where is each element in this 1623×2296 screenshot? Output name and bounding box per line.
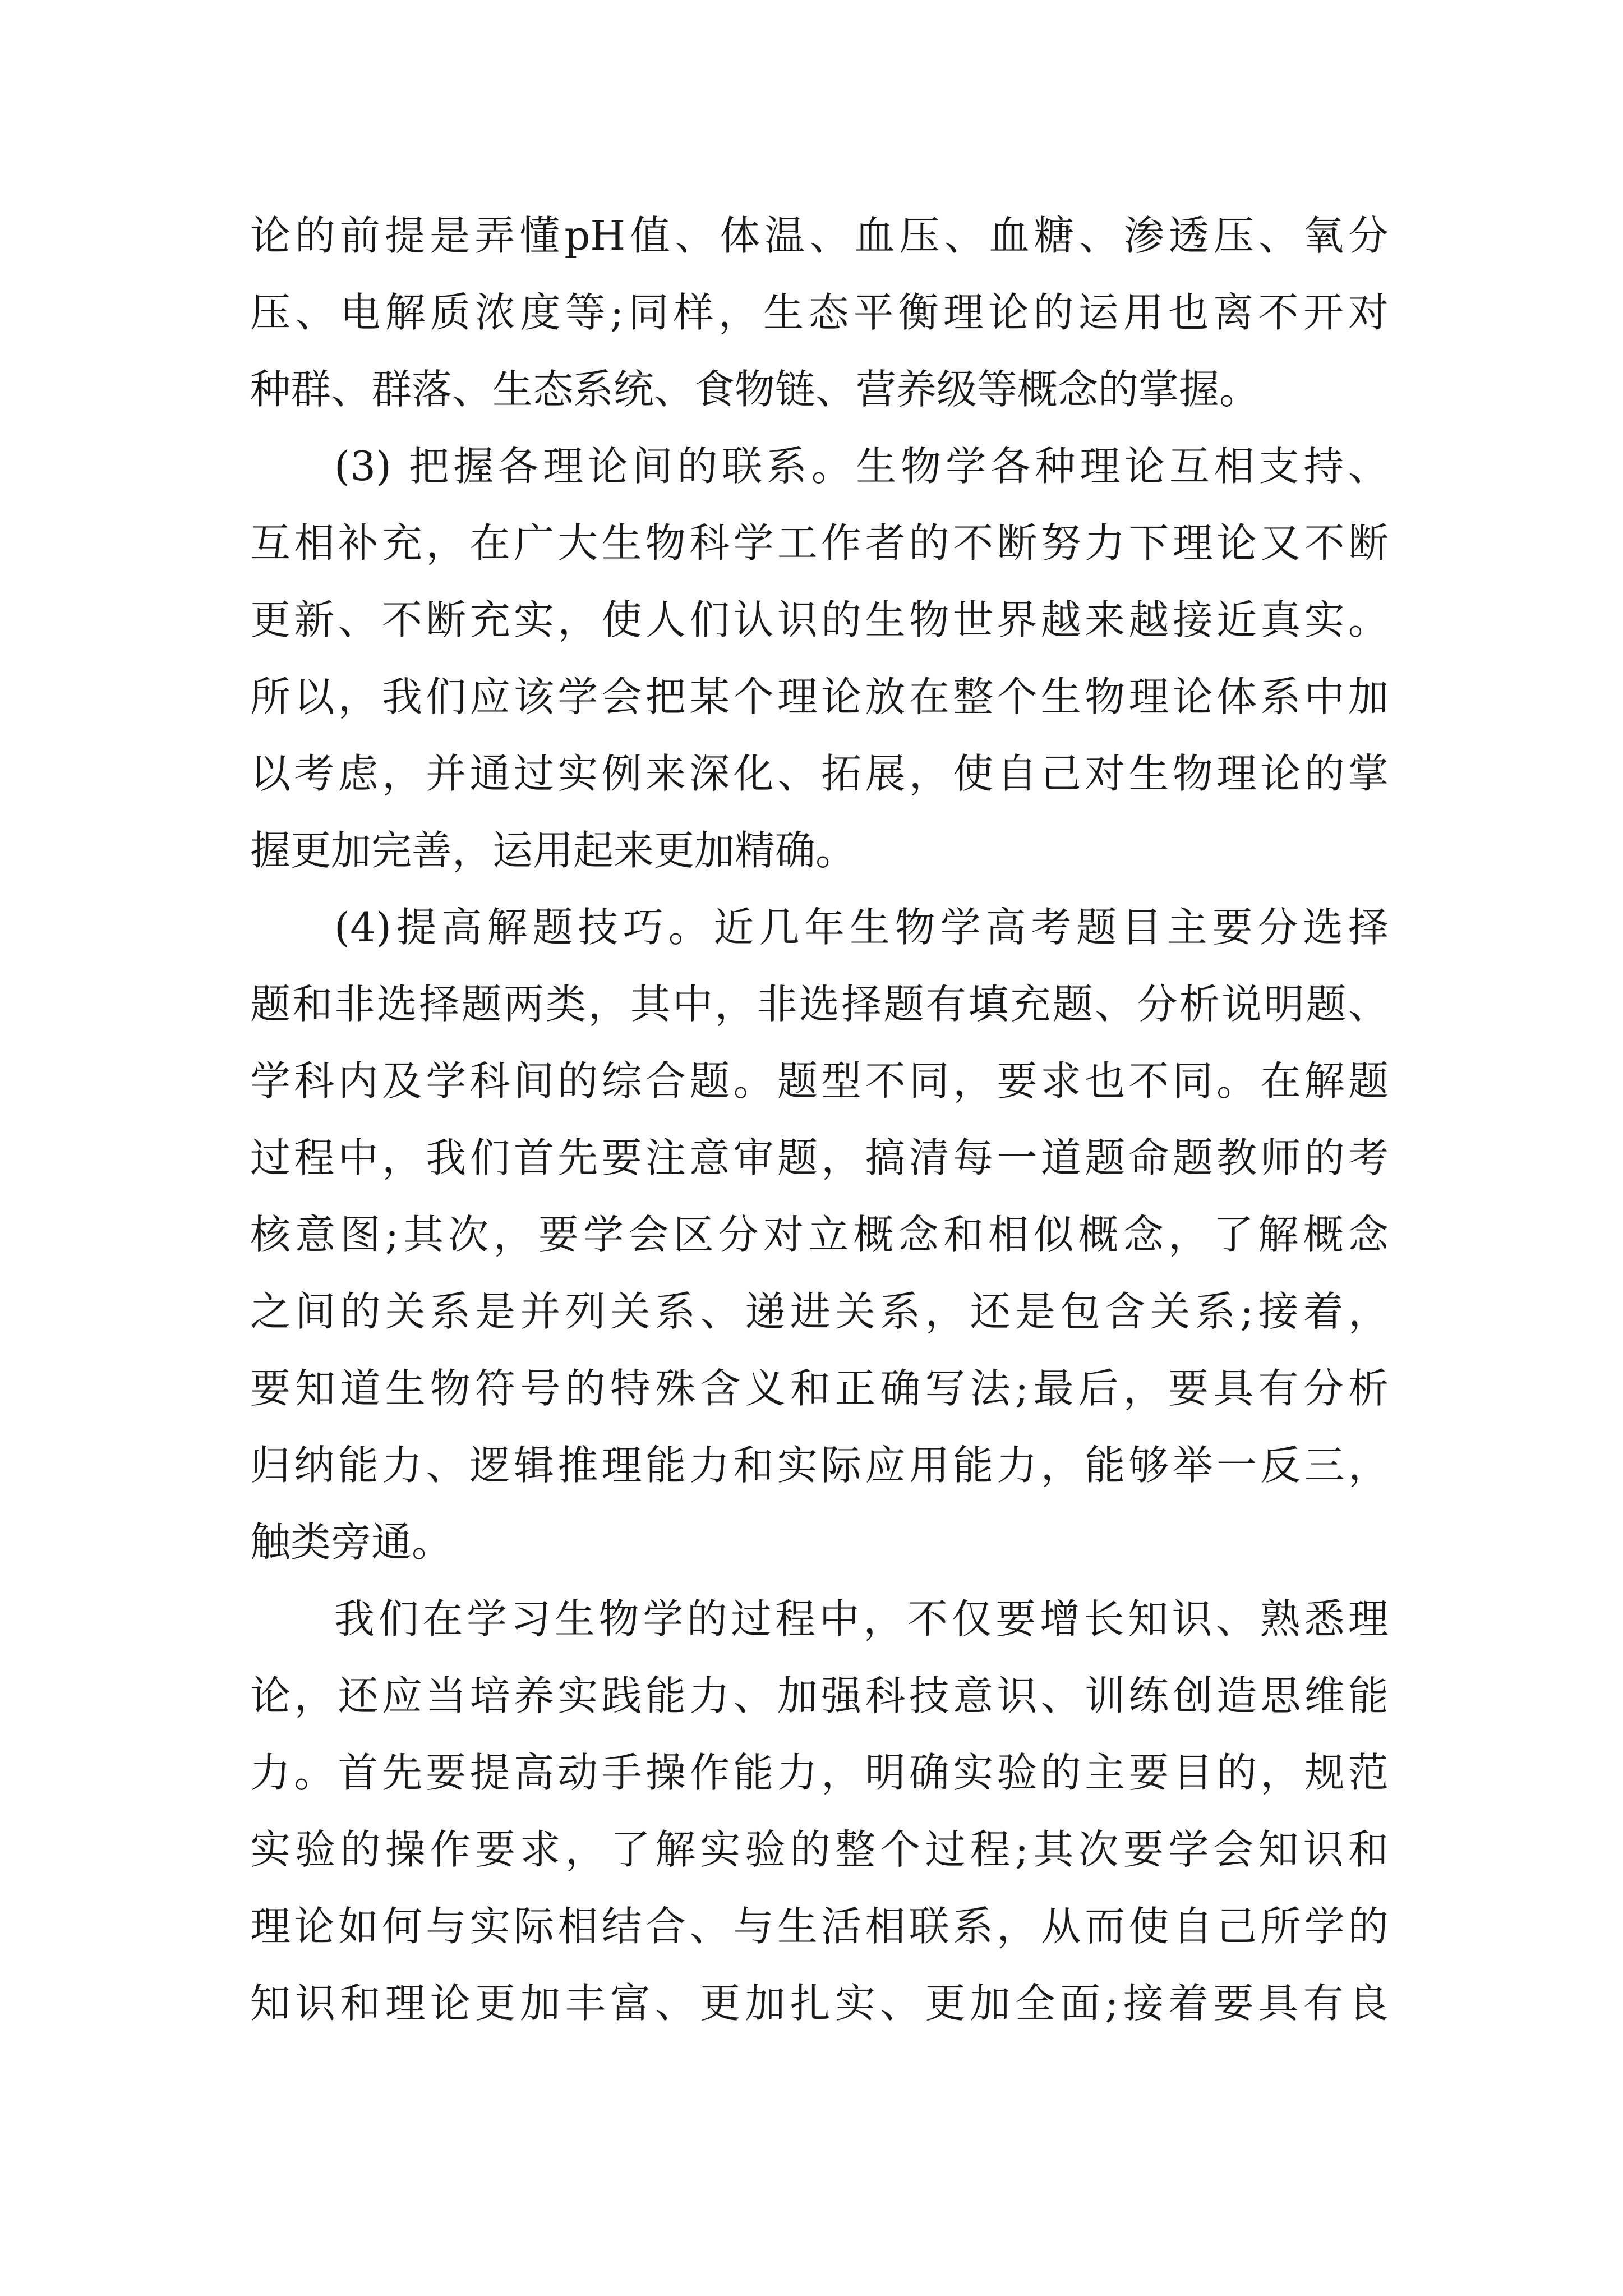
text-line: 论的前提是弄懂pH值、体温、血压、血糖、渗透压、氧分 <box>250 212 1389 259</box>
text-line: 实验的操作要求，了解实验的整个过程;其次要学会知识和 <box>250 1826 1389 1873</box>
text-line: 所以，我们应该学会把某个理论放在整个生物理论体系中加 <box>250 673 1389 720</box>
text-line: 核意图;其次，要学会区分对立概念和相似概念，了解概念 <box>250 1211 1389 1258</box>
text-line: 以考虑，并通过实例来深化、拓展，使自己对生物理论的掌 <box>250 750 1389 797</box>
text-line: 力。首先要提高动手操作能力，明确实验的主要目的，规范 <box>250 1749 1389 1796</box>
text-line: 我们在学习生物学的过程中，不仅要增长知识、熟悉理 <box>334 1595 1389 1642</box>
text-line: 题和非选择题两类，其中，非选择题有填充题、分析说明题、 <box>250 981 1389 1028</box>
text-line: 过程中，我们首先要注意审题，搞清每一道题命题教师的考 <box>250 1134 1389 1181</box>
text-line: 互相补充，在广大生物科学工作者的不断努力下理论又不断 <box>250 519 1389 567</box>
text-line: 知识和理论更加丰富、更加扎实、更加全面;接着要具有良 <box>250 1980 1389 2027</box>
text-line: 归纳能力、逻辑推理能力和实际应用能力，能够举一反三， <box>250 1442 1389 1489</box>
text-line: 理论如何与实际相结合、与生活相联系，从而使自己所学的 <box>250 1903 1389 1950</box>
text-line: (3) 把握各理论间的联系。生物学各种理论互相支持、 <box>334 443 1389 490</box>
text-line: 要知道生物符号的特殊含义和正确写法;最后，要具有分析 <box>250 1365 1389 1412</box>
text-line: 更新、不断充实，使人们认识的生物世界越来越接近真实。 <box>250 596 1389 643</box>
text-line: 种群、群落、生态系统、食物链、营养级等概念的掌握。 <box>250 366 1260 413</box>
text-line: 触类旁通。 <box>250 1519 453 1566</box>
text-line: 之间的关系是并列关系、递进关系，还是包含关系;接着， <box>250 1288 1389 1335</box>
text-line: 论，还应当培养实践能力、加强科技意识、训练创造思维能 <box>250 1672 1389 1719</box>
body-text <box>250 197 1389 2042</box>
text-line: 握更加完善，运用起来更加精确。 <box>250 827 856 874</box>
text-line: (4)提高解题技巧。近几年生物学高考题目主要分选择 <box>334 904 1389 951</box>
text-line: 压、电解质浓度等;同样，生态平衡理论的运用也离不开对 <box>250 289 1389 336</box>
text-line: 学科内及学科间的综合题。题型不同，要求也不同。在解题 <box>250 1057 1389 1105</box>
